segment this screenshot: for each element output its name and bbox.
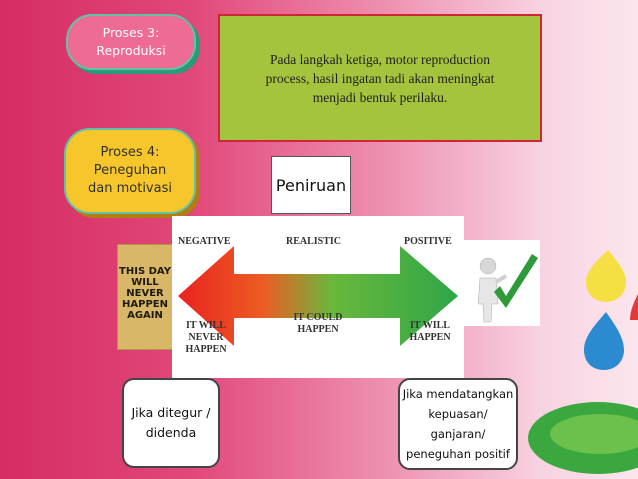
red-drop-shape: [630, 294, 638, 320]
imitation-label: Peniruan: [275, 175, 347, 195]
never-happen-label: IT WILL NEVER HAPPEN: [185, 320, 227, 355]
poster-line: AGAIN: [127, 309, 163, 321]
poster-line: HAPPEN: [122, 298, 168, 310]
process3-box: [66, 14, 196, 70]
poster-line: THIS DAY: [119, 265, 171, 277]
reward-text: Jika mendatangkan kepuasan/ ganjaran/ peneguhan positif: [402, 387, 514, 461]
process4-label: Proses 4: Peneguhan dan motivasi: [88, 145, 172, 196]
reprimand-text: Jika ditegur / didenda: [131, 405, 211, 440]
realism-scale: [172, 216, 464, 378]
imitation-box: [271, 156, 351, 214]
blue-drop-shape: [584, 312, 624, 370]
process4-box: [64, 128, 196, 214]
positive-label: POSITIVE: [404, 236, 452, 247]
could-happen-label: IT COULD HAPPEN: [293, 312, 343, 335]
description-text: Pada langkah ketiga, motor reproduction process, hasil ingatan tadi akan meningkat menjadi bentuk perilaku.: [265, 51, 495, 105]
poster-line: WILL: [131, 276, 159, 288]
negative-label: NEGATIVE: [178, 236, 231, 247]
poster-line: NEVER: [126, 287, 164, 299]
description-box: [218, 14, 542, 142]
checkmark-figure: [462, 240, 540, 326]
realistic-label: REALISTIC: [286, 236, 342, 247]
process3-label: Proses 3: Reproduksi: [96, 25, 166, 58]
yellow-drop-shape: [586, 250, 626, 302]
reward-bubble: [398, 378, 518, 470]
reprimand-bubble: [122, 378, 220, 468]
person-checkmark-icon: [462, 240, 540, 326]
poster-image: [117, 244, 173, 350]
will-happen-label: IT WILL HAPPEN: [409, 320, 451, 343]
